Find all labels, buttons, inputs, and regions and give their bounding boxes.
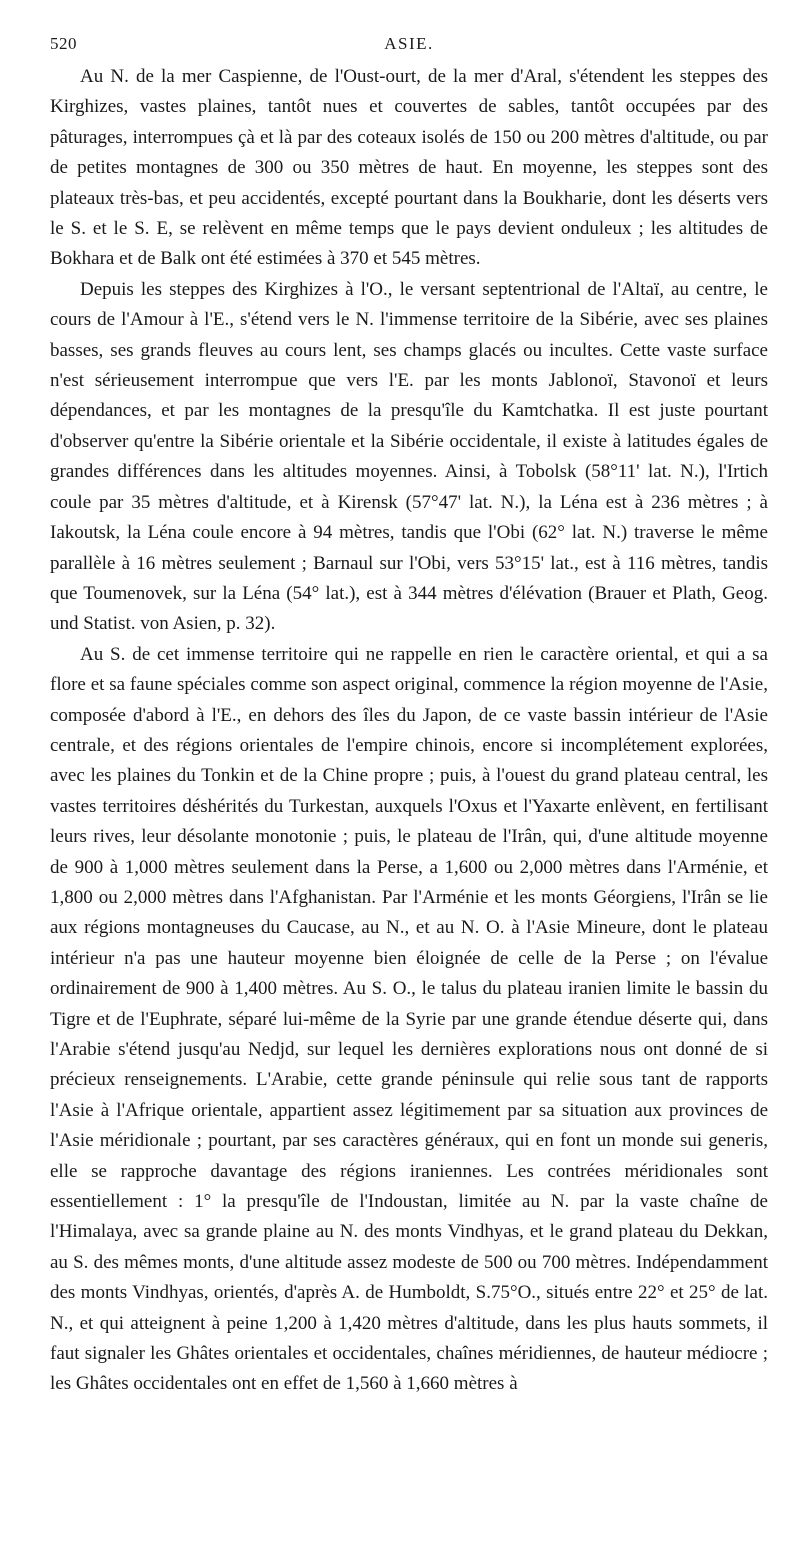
paragraph-kirghiz-steppes: Au N. de la mer Caspienne, de l'Oust-ourt, de la mer d'Aral, s'étendent les steppes des Kirghizes, vastes plaines, tantôt nues et couvertes de sables, tantôt occupées par des pâturages, interrompues çà et là par des coteaux isolés de 150 ou 200 mètres d'altitude, ou par de petites montagnes de 300 ou 350 mètres de haut. En moyenne, les steppes sont des plateaux très-bas, et peu accidentés, excepté pourtant dans la Boukharie, dont les déserts vers le S. et le S. E, se relèvent en même temps que le pays devient onduleux ; les altitudes de Bokhara et de Balk ont été estimées à 370 et 545 mètres. bbox=[50, 66, 768, 270]
paragraph-siberia: Depuis les steppes des Kirghizes à l'O., le versant septentrional de l'Altaï, au centre, le cours de l'Amour à l'E., s'étend vers le N. l'immense territoire de la Sibérie, avec ses plaines basses, ses grands fleuves au cours lent, ses champs glacés ou incultes. Cette vaste surface n'est sérieusement interrompue que vers l'E. par les monts Jablonoï, Stavonoï et leurs dépendances, et par les montagnes de la presqu'île du Kamtchatka. Il est juste pourtant d'observer qu'entre la Sibérie orientale et la Sibérie occidentale, il existe à latitudes égales de grandes différences dans les altitudes moyennes. Ainsi, à Tobolsk (58°11' lat. N.), l'Irtich coule par 35 mètres d'altitude, et à Kirensk (57°47' lat. N.), la Léna est à 236 mètres ; à Iakoutsk, la Léna coule encore à 94 mètres, tandis que l'Obi (62° lat. N.) traverse le même parallèle à 16 mètres seulement ; Barnaul sur l'Obi, vers 53°15' lat., est à 116 mètres, tandis que Toumenovek, sur la Léna (54° lat.), est à 344 mètres d'élévation (Brauer et Plath, Geog. und Statist. von Asien, p. 32). bbox=[50, 278, 768, 635]
document-page bbox=[50, 28, 768, 1528]
paragraph-middle-asia: Au S. de cet immense territoire qui ne rappelle en rien le caractère oriental, et qui a sa flore et sa faune spéciales comme son aspect original, commence la région moyenne de l'Asie, composée d'abord à l'E., en dehors des îles du Japon, de ce vaste bassin intérieur de l'Asie centrale, et des régions orientales de l'empire chinois, encore si incomplétement explorées, avec les plaines du Tonkin et de la Chine propre ; puis, à l'ouest du grand plateau central, les vastes territoires déshérités du Turkestan, auxquels l'Oxus et l'Yaxarte enlèvent, en fertilisant leurs rives, leur désolante monotonie ; puis, le plateau de l'Irân, qui, d'une altitude moyenne de 900 à 1,000 mètres seulement dans la Perse, a 1,600 ou 2,000 mètres dans l'Arménie, et 1,800 ou 2,000 mètres dans l'Afghanistan. Par l'Arménie et les monts Géorgiens, l'Irân se lie aux régions montagneuses du Caucase, au N., et au N. O. à l'Asie Mineure, dont le plateau intérieur n'a pas une hauteur moyenne bien éloignée de celle de la Perse ; on l'évalue ordinairement de 900 à 1,400 mètres. Au S. O., le talus du plateau iranien limite le bassin du Tigre et de l'Euphrate, séparé lui-même de la Syrie par une grande étendue déserte qui, dans l'Arabie s'étend jusqu'au Nedjd, sur lequel les dernières explorations nous ont donné de si précieux renseignements. L'Arabie, cette grande péninsule qui relie sous tant de rapports l'Asie à l'Afrique orientale, appartient assez légitimement par sa situation aux provinces de l'Asie méridionale ; pourtant, par ses caractères généraux, qui en font un monde sui generis, elle se rapproche davantage des régions iraniennes. Les contrées méridionales sont essentiellement : 1° la presqu'île de l'Indoustan, limitée au N. par la vaste chaîne de l'Himalaya, avec sa grande plaine au N. des monts Vindhyas, et le grand plateau du Dekkan, au S. des mêmes monts, d'une altitude assez modeste de 500 ou 700 mètres. Indépendamment des monts Vindhyas, orientés, d'après A. de Humboldt, S.75°O., situés entre 22° et 25° de lat. N., et qui atteignent à peine 1,200 à 1,420 mètres d'altitude, dans les plus hauts sommets, il faut signaler les Ghâtes orientales et occidentales, chaînes méridiennes, de hauteur médiocre ; les Ghâtes occidentales ont en effet de 1,560 à 1,660 mètres à bbox=[50, 643, 768, 1395]
page-number: 520 bbox=[50, 34, 77, 53]
running-title: ASIE. bbox=[384, 34, 434, 53]
body-text bbox=[50, 62, 768, 1400]
running-head bbox=[50, 28, 768, 62]
